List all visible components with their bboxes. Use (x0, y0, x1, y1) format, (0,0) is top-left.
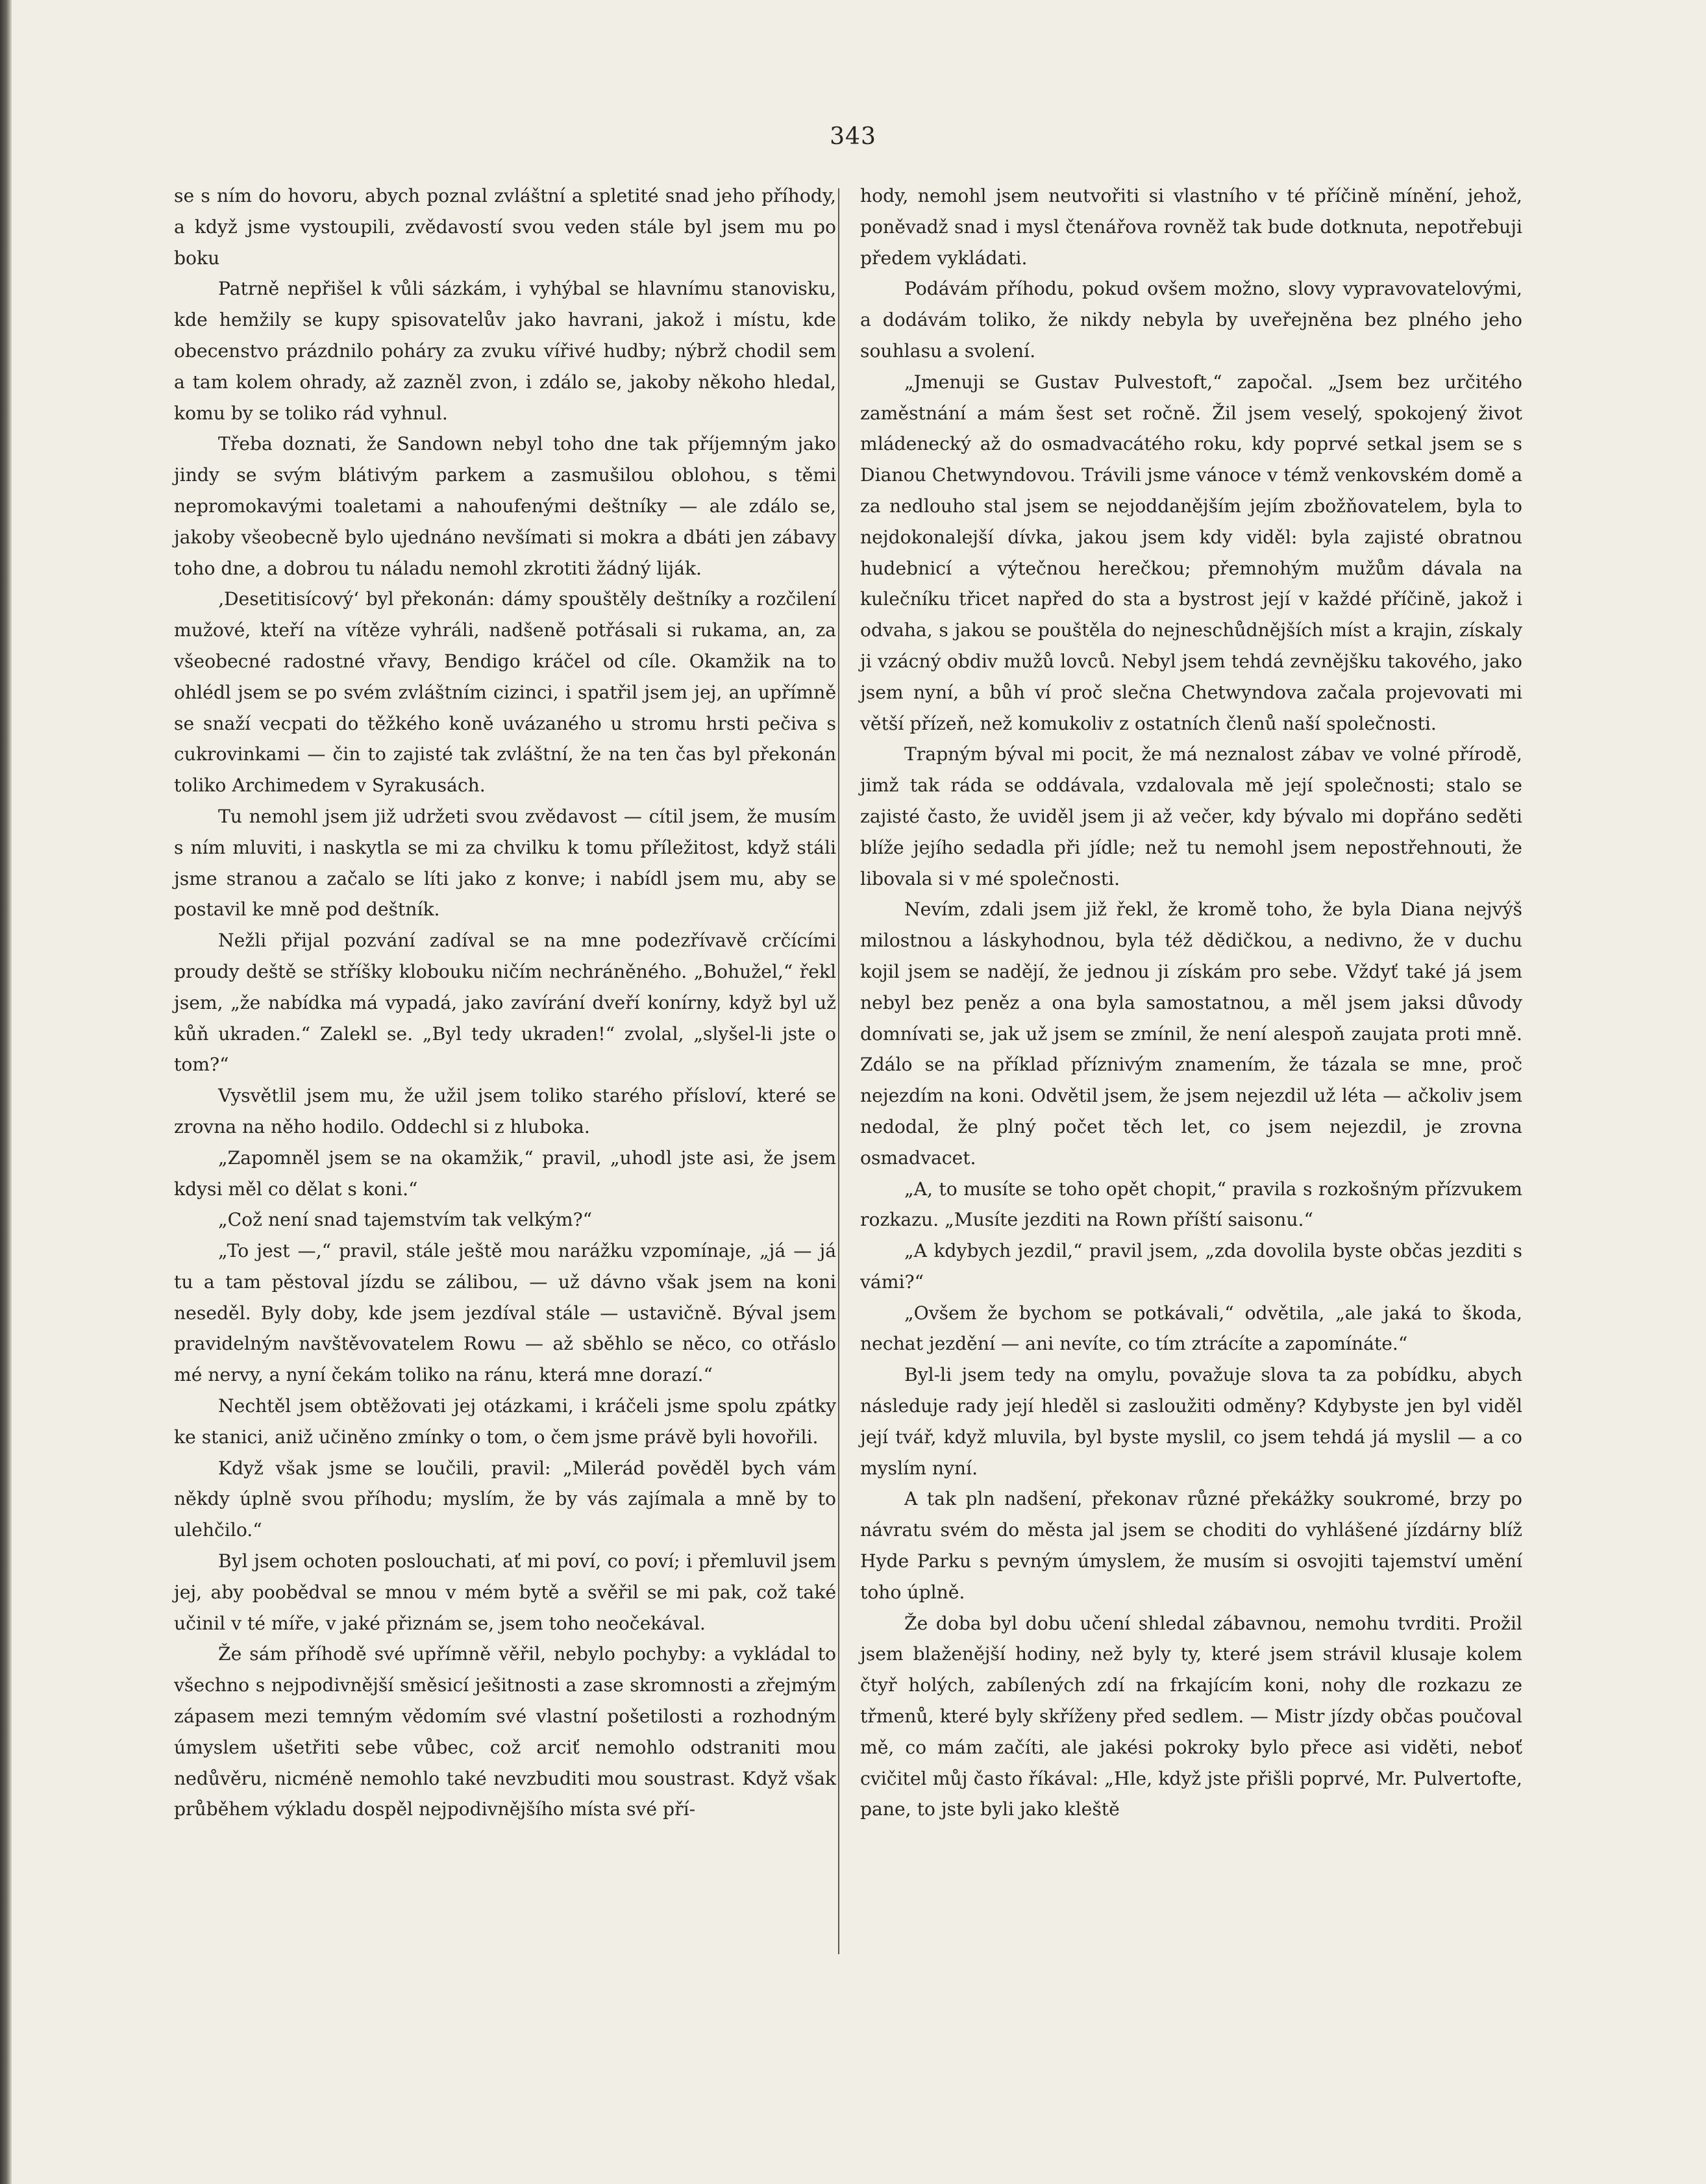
left-column (174, 180, 836, 1825)
paragraph: „A, to musíte se toho opět chopit,“ pravila s rozkošným přízvukem rozkazu. „Musíte jezditi na Rown příští saisonu.“ (860, 1178, 1522, 1231)
paragraph: „Jmenuji se Gustav Pulvestoft,“ započal. „Jsem bez určitého zaměstnání a mám šest set ročně. Žil jsem veselý, spokojený život mládenecký až do osmadvacátého roku, kdy poprvé setkal jsem se s Dianou Chetwyndovou. Trávili jsme vánoce v témž venkovském domě a za nedlouho stal jsem se nejoddanějším jejím zbožňovatelem, byla to nejdokonalejší dívka, jakou jsem kdy viděl: byla zajisté obratnou hudebnicí a výtečnou herečkou; přemnohým mužům dávala na kulečníku třicet napřed do sta a bystrost její v každé příčině, jakož i odvaha, s jakou se pouštěla do nejneschůdnějších míst a krajin, získaly ji vzácný obdiv mužů lovců. Nebyl jsem tehdá zevnějšku takového, jako jsem nyní, a bůh ví proč slečna Chetwyndova začala projevovati mi větší přízeň, než komukoliv z ostatních členů naší společnosti. (860, 371, 1522, 734)
paragraph: Nežli přijal pozvání zadíval se na mne podezřívavě crčícími proudy deště se stříšky klobouku ničím nechráněného. „Bohužel,“ řekl jsem, „že nabídka má vypadá, jako zavírání dveří konírny, když byl už kůň ukraden.“ Zalekl se. „Byl tedy ukraden!“ zvolal, „slyšel-li jste o tom?“ (174, 930, 836, 1076)
paragraph: „To jest —,“ pravil, stále ještě mou narážku vzpomínaje, „já — já tu a tam pěstoval jízdu se zálibou, — už dávno však jsem na koni neseděl. Byly doby, kde jsem jezdíval stále — ustavičně. Býval jsem pravidelným navštěvovatelem Rowu — až sběhlo se něco, co otřáslo mé nervy, a nyní čekám toliko na ránu, která mne dorazí.“ (174, 1240, 836, 1386)
page-binding-shadow (0, 0, 12, 2184)
paragraph: ‚Desetitisícový‘ byl překonán: dámy spouštěly deštníky a rozčilení mužové, kteří na vítěze vyhráli, nadšeně potřásali si rukama, an, za všeobecné radostné vřavy, Bendigo kráčel od cíle. Okamžik na to ohlédl jsem se po svém zvláštním cizinci, i spatřil jsem jej, an upřímně se snaží vecpati do těžkého koně uvázaného u stromu hrsti pečiva s cukrovinkami — čin to zajisté tak zvláštní, že na ten čas byl překonán toliko Archimedem v Syrakusách. (174, 588, 836, 797)
paragraph: Podávám příhodu, pokud ovšem možno, slovy vypravovatelovými, a dodávám toliko, že nikdy nebyla by uveřejněna bez plného jeho souhlasu a svolení. (860, 278, 1522, 362)
page-number: 343 (830, 123, 876, 150)
paragraph: Že sám příhodě své upřímně věřil, nebylo pochyby: a vykládal to všechno s nejpodivnější směsicí ješitnosti a zase skromnosti a zřejmým zápasem mezi temným vědomím své vlastní pošetilosti a rozhodným úmyslem ušetřiti sebe vůbec, což arciť nemohlo odstraniti mou nedůvěru, nicméně nemohlo také nevzbuditi mou soustrast. Když však průběhem výkladu dospěl nejpodivnějšího místa své pří- (174, 1643, 836, 1820)
column-divider (838, 188, 839, 1954)
paragraph: „Zapomněl jsem se na okamžik,“ pravil, „uhodl jste asi, že jsem kdysi měl co dělat s koni.“ (174, 1147, 836, 1200)
right-column (860, 180, 1522, 1825)
paragraph: Když však jsme se loučili, pravil: „Milerád pověděl bych vám někdy úplně svou příhodu; myslím, že by vás zajímala a mně by to ulehčilo.“ (174, 1457, 836, 1541)
paragraph: „A kdybych jezdil,“ pravil jsem, „zda dovolila byste občas jezditi s vámi?“ (860, 1240, 1522, 1293)
paragraph: „Ovšem že bychom se potkávali,“ odvětila, „ale jaká to škoda, nechat jezdění — ani nevíte, co tím ztrácíte a zapomínáte.“ (860, 1302, 1522, 1355)
paragraph: hody, nemohl jsem neutvořiti si vlastního v té příčině mínění, jehož, poněvadž snad i mysl čtenářova rovněž tak bude dotknuta, nepotřebuji předem vykládati. (860, 185, 1522, 269)
paragraph: A tak pln nadšení, překonav různé překážky soukromé, brzy po návratu svém do města jal jsem se choditi do vyhlášené jízdárny blíž Hyde Parku s pevným úmyslem, že musím si osvojiti tajemství umění toho úplně. (860, 1488, 1522, 1603)
paragraph: „Což není snad tajemstvím tak velkým?“ (218, 1209, 593, 1231)
paragraph: Byl-li jsem tedy na omylu, považuje slova ta za pobídku, abych následuje rady její hleděl si zasloužiti odměny? Kdybyste jen byl viděl její tvář, když mluvila, byl byste myslil, co jsem tehdá já myslil — a co myslím nyní. (860, 1364, 1522, 1479)
paragraph: Nechtěl jsem obtěžovati jej otázkami, i kráčeli jsme spolu zpátky ke stanici, aniž učiněno zmínky o tom, o čem jsme právě byli hovořili. (174, 1395, 836, 1448)
paragraph: Tu nemohl jsem již udržeti svou zvědavost — cítil jsem, že musím s ním mluviti, i naskytla se mi za chvilku k tomu příležitost, když stáli jsme stranou a začalo se líti jako z konve; i nabídl jsem mu, aby se postavil ke mně pod deštník. (174, 805, 836, 921)
paragraph: Nevím, zdali jsem již řekl, že kromě toho, že byla Diana nejvýš milostnou a láskyhodnou, byla též dědičkou, a nedivno, že v duchu kojil jsem se nadějí, že jednou ji získám pro sebe. Vždyť také já jsem nebyl bez peněz a ona byla samostatnou, a měl jsem jaksi důvody domnívati se, jak už jsem se zmínil, že není alespoň zaujata proti mně. Zdálo se na příklad příznivým znamením, že tázala se mne, proč nejezdím na koni. Odvětil jsem, že jsem nejezdil už léta — ačkoliv jsem nedodal, že plný počet těch let, co jsem nejezdil, je zrovna osmadvacet. (860, 899, 1522, 1169)
paragraph: Že doba byl dobu učení shledal zábavnou, nemohu tvrditi. Prožil jsem blaženější hodiny, než byly ty, které jsem strávil klusaje kolem čtyř holých, zabílených zdí na frkajícím koni, nohy dle rozkazu ze třmenů, které byly skříženy před sedlem. — Mistr jízdy občas poučoval mě, co mám začíti, ale jakési pokroky bylo přece asi viděti, neboť cvičitel můj často říkával: „Hle, když jste přišli poprvé, Mr. Pulvertofte, pane, to jste byli jako kleště (860, 1612, 1522, 1820)
paragraph: Třeba doznati, že Sandown nebyl toho dne tak příjemným jako jindy se svým blátivým parkem a zasmušilou oblohou, s těmi nepromokavými toaletami a nahoufenými deštníky — ale zdálo se, jakoby všeobecně bylo ujednáno nevšímati si mokra a dbáti jen zábavy toho dne, a dobrou tu náladu nemohl zkrotiti žádný liják. (174, 433, 836, 579)
paragraph: Vysvětlil jsem mu, že užil jsem toliko starého přísloví, které se zrovna na něho hodilo. Oddechl si z hluboka. (174, 1085, 836, 1137)
paragraph: Trapným býval mi pocit, že má neznalost zábav ve volné přírodě, jimž tak ráda se oddávala, vzdalovala mě její společnosti; stalo se zajisté často, že uviděl jsem ji až večer, kdy bývalo mi dopřáno seděti blíže jejího sedadla při jídle; než tu nemohl jsem nepostřehnouti, že libovala si v mé společnosti. (860, 743, 1522, 889)
paragraph: Patrně nepřišel k vůli sázkám, i vyhýbal se hlavnímu stanovisku, kde hemžily se kupy spisovatelův jako havrani, jakož i místu, kde obecenstvo prázdnilo poháry za zvuku vířivé hudby; nýbrž chodil sem a tam kolem ohrady, až zazněl zvon, i zdálo se, jakoby někoho hledal, komu by se toliko rád vyhnul. (174, 278, 836, 424)
paragraph: se s ním do hovoru, abych poznal zvláštní a spletité snad jeho příhody, a když jsme vystoupili, zvědavostí svou veden stále byl jsem mu po boku (174, 185, 836, 269)
paragraph: Byl jsem ochoten poslouchati, ať mi poví, co poví; i přemluvil jsem jej, aby poobědval se mnou v mém bytě a svěřil se mi pak, což také učinil v té míře, v jaké přiznám se, jsem toho neočekával. (174, 1550, 836, 1634)
